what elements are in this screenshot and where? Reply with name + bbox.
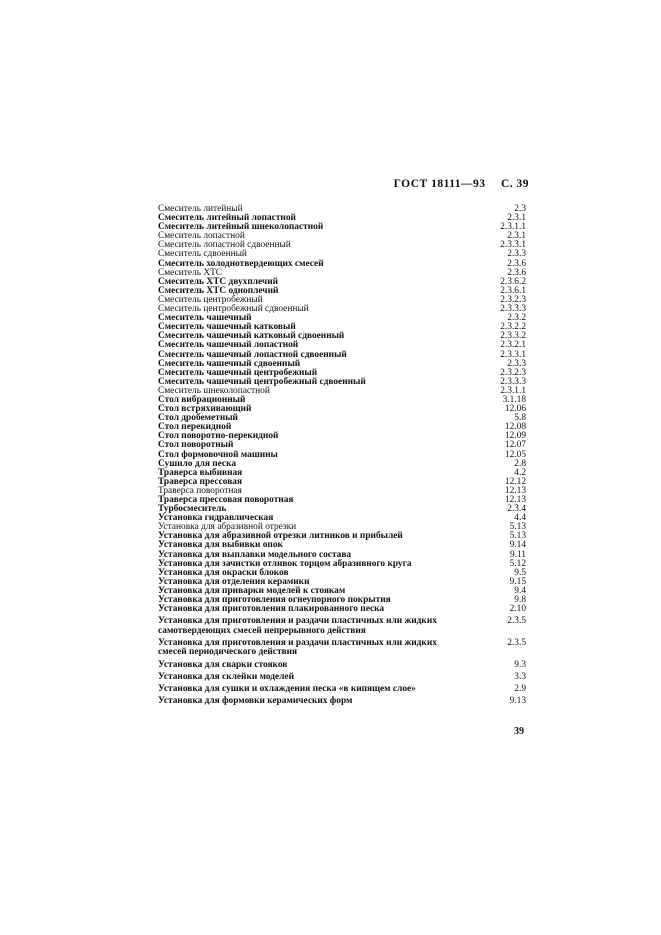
index-section-number: 2.9	[514, 684, 526, 695]
subject-index	[158, 205, 526, 706]
index-entry	[158, 617, 526, 636]
index-section-number: 9.8	[514, 595, 526, 606]
index-term: Смеситель лопастной сдвоенный	[158, 240, 291, 251]
index-entry	[158, 697, 526, 706]
index-term: Установка для абразивной отрезки	[158, 522, 297, 533]
index-term: Стол формовочной машины	[158, 449, 278, 460]
index-term: Траверса прессовая	[158, 476, 243, 487]
index-term: Смеситель чашечный центробежный	[158, 367, 318, 378]
index-section-number: 9.4	[514, 585, 526, 596]
index-term: Смеситель лопастной	[158, 231, 245, 242]
index-section-number: 2.3.3.3	[500, 304, 526, 315]
index-section-number: 2.3.3	[507, 249, 526, 260]
index-term: Установка для зачистки отливок торцом абразивного круга	[158, 558, 412, 569]
index-section-number: 2.3.3.3	[500, 376, 526, 387]
index-section-number: 9.14	[509, 540, 526, 551]
index-term: Стол поворотно-перекидной	[158, 431, 279, 442]
index-section-number: 12.05	[504, 449, 526, 460]
index-term: Смеситель чашечный	[158, 313, 252, 324]
index-term: Установка для приготовления и раздачи пластичных или жидких смесей периодического действия	[158, 638, 437, 658]
index-term: Установка для абразивной отрезки литников и прибылей	[158, 531, 403, 542]
index-term: Смеситель ХТС	[158, 267, 223, 278]
index-term: Установка для отделения керамики	[158, 576, 310, 587]
index-section-number: 2.3.1.1	[500, 385, 526, 396]
index-term: Смеситель ХТС одноплечий	[158, 285, 279, 296]
index-term: Смеситель шнеколопастной	[158, 385, 270, 396]
index-section-number: 2.3.3.1	[500, 240, 526, 251]
index-section-number: 12.13	[504, 485, 526, 496]
index-entry	[158, 639, 526, 658]
index-term: Смеситель центробежный сдвоенный	[158, 304, 309, 315]
index-section-number: 12.13	[504, 495, 526, 505]
index-section-number: 2.3.2	[507, 313, 526, 324]
index-section-number: 2.3.1	[507, 213, 526, 224]
index-term: Смеситель чашечный лопастной	[158, 340, 299, 351]
index-section-number: 9.11	[509, 549, 526, 560]
index-section-number: 2.10	[509, 604, 526, 615]
page-number: 39	[514, 726, 524, 737]
index-section-number: 2.8	[514, 458, 526, 469]
index-section-number: 2.3.2.3	[500, 367, 526, 378]
index-section-number: 12.07	[504, 440, 526, 451]
index-term: Установка для приготовления плакированного песка	[158, 604, 385, 615]
index-section-number: 2.3.2.1	[500, 340, 526, 351]
index-term: Смеситель литейный	[158, 204, 243, 214]
index-term: Смеситель чашечный катковый сдвоенный	[158, 331, 345, 342]
index-section-number: 12.08	[504, 422, 526, 433]
index-section-number: 12.06	[504, 404, 526, 415]
index-term: Смеситель литейный лопастной	[158, 213, 296, 224]
index-term: Траверса поворотная	[158, 485, 242, 496]
index-entry	[158, 673, 526, 682]
index-term: Стол перекидной	[158, 422, 232, 433]
index-section-number: 9.15	[509, 576, 526, 587]
index-term: Установка для приготовления огнеупорного покрытия	[158, 595, 391, 606]
index-section-number: 5.12	[509, 558, 526, 569]
index-section-number: 2.3.3.1	[500, 349, 526, 360]
index-section-number: 4.2	[514, 467, 526, 478]
index-section-number: 3.1.18	[502, 394, 526, 405]
index-section-number: 5.8	[514, 413, 526, 424]
index-section-number: 2.3.1.1	[500, 222, 526, 233]
index-section-number: 5.13	[509, 531, 526, 542]
index-term: Стол дробеметный	[158, 413, 238, 424]
index-term: Смеситель сдвоенный	[158, 249, 247, 260]
index-section-number: 3.3	[514, 671, 526, 682]
index-section-number: 2.3.1	[507, 231, 526, 242]
index-term: Смеситель чашечный центробежный сдвоенный	[158, 376, 366, 387]
index-term: Установка для склейки моделей	[158, 671, 294, 682]
page-header	[394, 178, 529, 190]
index-section-number: 2.3.6	[507, 267, 526, 278]
index-term: Установка для выбивки опок	[158, 540, 283, 551]
index-term: Установка для формовки керамических форм	[158, 696, 353, 707]
index-section-number: 2.3.5	[507, 638, 526, 649]
index-section-number: 2.3.6.1	[500, 285, 526, 296]
index-term: Установка для выплавки модельного состава	[158, 549, 352, 560]
index-section-number: 12.12	[504, 476, 526, 487]
index-section-number: 2.3.5	[507, 616, 526, 627]
index-section-number: 2.3.3	[507, 358, 526, 369]
index-term: Смеситель чашечный катковый	[158, 322, 296, 333]
index-term: Установка для приготовления и раздачи пластичных или жидких самотвердеющих смесей непрерывного действия	[158, 616, 437, 636]
index-section-number: 2.3.3.2	[500, 331, 526, 342]
standard-title: ГОСТ 18111—93	[393, 178, 486, 190]
index-section-number: 2.3.6.2	[500, 276, 526, 287]
index-entry	[158, 605, 526, 614]
index-term: Установка гидравлическая	[158, 513, 274, 524]
index-term: Смеситель чашечный сдвоенный	[158, 358, 301, 369]
index-section-number: 4.4	[514, 513, 526, 524]
index-term: Смеситель центробежный	[158, 294, 263, 305]
index-term: Установка для приварки моделей к стоякам	[158, 585, 346, 596]
index-term: Стол встряхивающий	[158, 404, 252, 415]
index-section-number: 2.3.4	[507, 504, 526, 515]
index-term: Сушило для песка	[158, 458, 237, 469]
index-section-number: 9.5	[514, 567, 526, 578]
index-section-number: 2.3.2.3	[500, 294, 526, 305]
index-term: Стол вибрационный	[158, 394, 246, 405]
index-term: Стол поворотный	[158, 440, 234, 451]
index-term: Смеситель холоднотвердеющих смесей	[158, 258, 324, 269]
index-term: Смеситель чашечный лопастной сдвоенный	[158, 349, 347, 360]
index-section-number: 2.3.2.2	[500, 322, 526, 333]
index-term: Смеситель литейный шнеколопастной	[158, 222, 324, 233]
index-section-number: 2.3.6	[507, 258, 526, 269]
index-term: Траверса выбивная	[158, 467, 243, 478]
index-section-number: 5.13	[509, 522, 526, 533]
index-section-number: 2.3	[514, 204, 526, 214]
index-term: Установка для сушки и охлаждения песка «в кипящем слое»	[158, 684, 416, 695]
index-term: Траверса прессовая поворотная	[158, 495, 294, 505]
index-section-number: 9.13	[509, 696, 526, 707]
index-entry	[158, 685, 526, 694]
index-section-number: 9.3	[514, 659, 526, 670]
index-section-number: 12.09	[504, 431, 526, 442]
index-entry	[158, 661, 526, 670]
index-term: Установка для сварки стояков	[158, 659, 288, 670]
index-term: Установка для окраски блоков	[158, 567, 289, 578]
page-label: С. 39	[500, 178, 529, 190]
index-term: Смеситель ХТС двухплечий	[158, 276, 278, 287]
index-term: Турбосмеситель	[158, 504, 227, 515]
